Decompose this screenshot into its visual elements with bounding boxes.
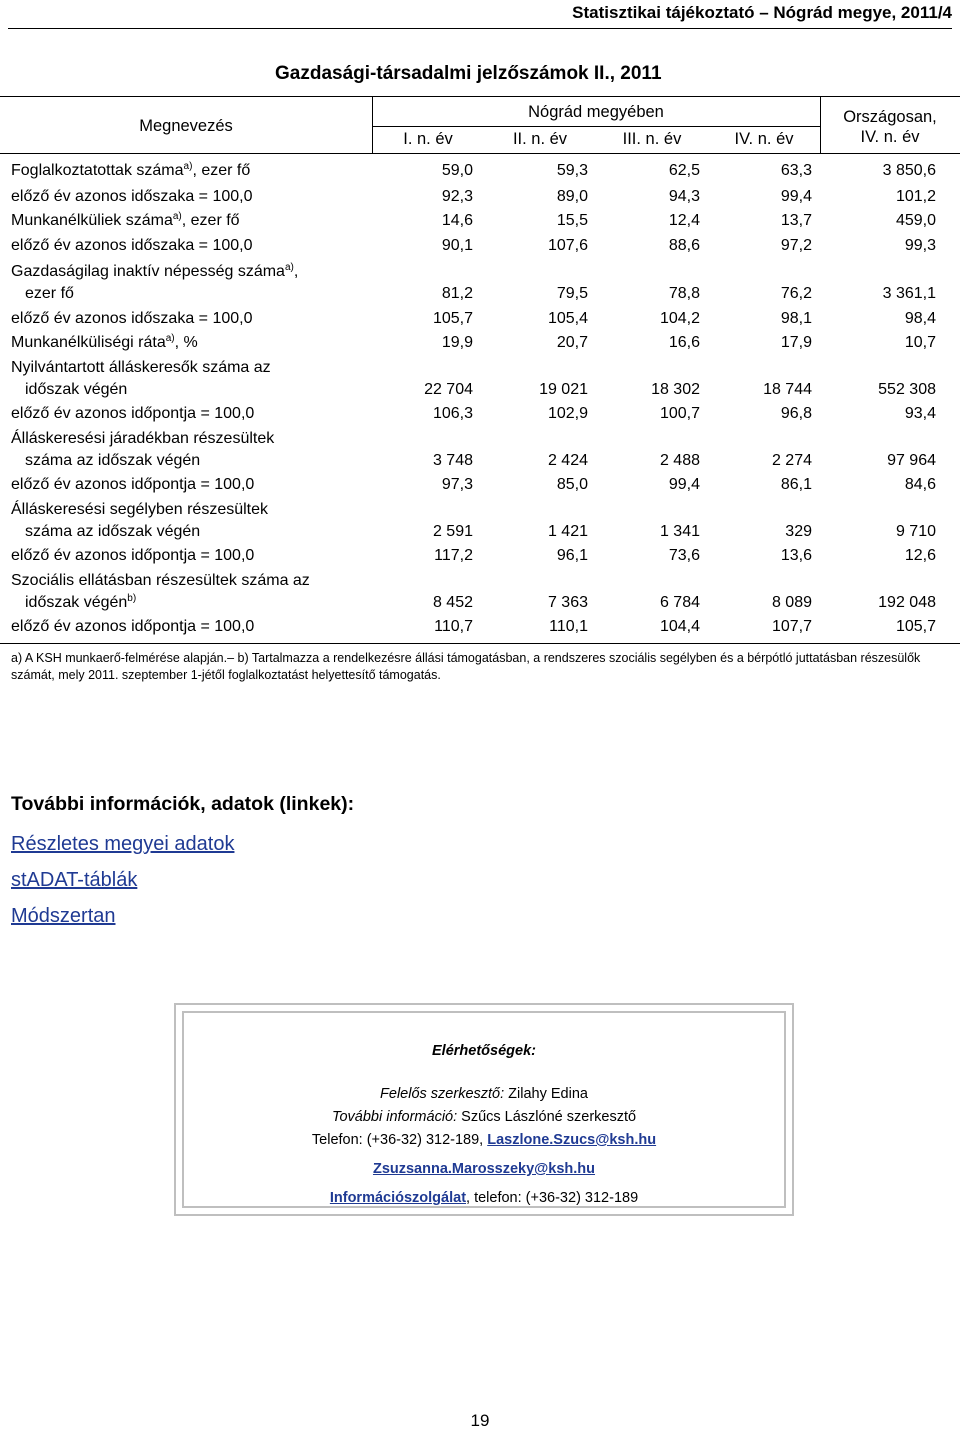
row-label: előző év azonos időszaka = 100,0: [11, 310, 253, 327]
cell-country: 10,7: [904, 334, 936, 351]
cell-country: 3 361,1: [882, 285, 936, 302]
row-label: Szociális ellátásban részesültek száma az időszak végén$^{b)}$: [11, 572, 310, 611]
row-label: Munkanélküliek száma$^{a)}$, ezer fő: [11, 211, 240, 229]
cell-q3: 2 488: [659, 452, 700, 469]
table-bottom-rule: [0, 643, 960, 644]
email-line: [184, 1158, 784, 1181]
cell-q2: 2 424: [547, 452, 588, 469]
cell-country: 9 710: [895, 523, 936, 540]
cell-country: 105,7: [895, 618, 936, 635]
cell-q2: 96,1: [556, 547, 588, 564]
link-methodology[interactable]: Módszertan: [11, 905, 116, 927]
cell-q1: 14,6: [441, 212, 473, 229]
cell-country: 93,4: [904, 405, 936, 422]
info-name: Szűcs Lászlóné szerkesztő: [457, 1109, 637, 1125]
service-line: [184, 1187, 784, 1210]
cell-q4: 86,1: [780, 476, 812, 493]
cell-q1: 97,3: [441, 476, 473, 493]
running-header: Statisztikai tájékoztató – Nógrád megye, 2011/4: [572, 3, 952, 22]
header-q3: III. n. év: [622, 130, 682, 148]
cell-q2: 89,0: [556, 188, 588, 205]
header-megnevezes: Megnevezés: [139, 117, 233, 135]
cell-q2: 7 363: [547, 594, 588, 611]
cell-q1: 105,7: [432, 310, 473, 327]
editor-name: Zilahy Edina: [504, 1086, 588, 1102]
cell-q4: 13,7: [780, 212, 812, 229]
table-title: Gazdasági-társadalmi jelzőszámok II., 2011: [275, 63, 662, 84]
header-orszagosan-line2: IV. n. év: [860, 128, 920, 146]
indicator-table: [0, 0, 960, 660]
header-q4: IV. n. év: [734, 130, 794, 148]
cell-q3: 73,6: [668, 547, 700, 564]
cell-q1: 90,1: [441, 237, 473, 254]
row-label: előző év azonos időszaka = 100,0: [11, 237, 253, 254]
cell-q4: 97,2: [780, 237, 812, 254]
header-nograd: Nógrád megyében: [528, 103, 664, 121]
cell-q1: 22 704: [424, 381, 473, 398]
contact-title: Elérhetőségek:: [432, 1043, 536, 1059]
cell-q4: 107,7: [771, 618, 812, 635]
row-label: Gazdaságilag inaktív népesség száma$^{a)}$, ezer fő: [11, 262, 299, 302]
row-label: előző év azonos időpontja = 100,0: [11, 476, 255, 493]
cell-q2: 20,7: [556, 334, 588, 351]
cell-q1: 8 452: [432, 594, 473, 611]
cell-q3: 100,7: [659, 405, 700, 422]
info-line: [184, 1106, 784, 1129]
table-header-rule: [0, 153, 960, 154]
link-detailed-county-data[interactable]: Részletes megyei adatok: [11, 833, 235, 855]
cell-q3: 94,3: [668, 188, 700, 205]
cell-q3: 12,4: [668, 212, 700, 229]
header-orszagosan-line1: Országosan,: [843, 108, 937, 126]
cell-q1: 117,2: [434, 547, 473, 564]
cell-q2: 85,0: [556, 476, 588, 493]
cell-country: 99,3: [904, 237, 936, 254]
phone-text: Telefon: (+36-32) 312-189,: [311, 1132, 488, 1148]
cell-q1: 92,3: [441, 188, 473, 205]
cell-q4: 13,6: [780, 547, 812, 564]
row-label: előző év azonos időszaka = 100,0: [11, 188, 253, 205]
email-link-szucs[interactable]: Laszlone.Szucs@ksh.hu: [487, 1132, 657, 1148]
cell-q1: 2 591: [432, 523, 473, 540]
cell-country: 459,0: [895, 212, 936, 229]
email-link-marosszeky[interactable]: Zsuzsanna.Marosszeky@ksh.hu: [372, 1161, 596, 1177]
cell-q2: 79,5: [556, 285, 588, 302]
header-orszagosan: [820, 107, 960, 147]
row-label: Álláskeresési segélyben részesültek száma az időszak végén: [11, 501, 269, 540]
cell-q3: 18 302: [651, 381, 700, 398]
cell-q4: 98,1: [780, 310, 812, 327]
header-q2: II. n. év: [512, 130, 568, 148]
cell-q4: 63,3: [780, 162, 812, 179]
contact-box-inner: [182, 1011, 786, 1208]
cell-q3: 78,8: [668, 285, 700, 302]
cell-q3: 104,4: [659, 618, 700, 635]
cell-q4: 17,9: [780, 334, 812, 351]
row-label: előző év azonos időpontja = 100,0: [11, 405, 255, 422]
more-info-title: További információk, adatok (linkek):: [11, 793, 355, 815]
table-top-rule: [0, 96, 960, 97]
cell-q3: 88,6: [668, 237, 700, 254]
cell-country: 12,6: [904, 547, 936, 564]
cell-country: 101,2: [895, 188, 936, 205]
info-label: További információ:: [331, 1109, 458, 1125]
row-label: Munkanélküliségi ráta$^{a)}$, %: [11, 333, 198, 351]
cell-q3: 1 341: [659, 523, 700, 540]
link-stadat-tables[interactable]: stADAT-táblák: [11, 869, 138, 891]
cell-q3: 6 784: [659, 594, 700, 611]
group-header-rule: [372, 126, 820, 127]
cell-q1: 3 748: [432, 452, 473, 469]
cell-q4: 8 089: [771, 594, 812, 611]
cell-q2: 107,6: [547, 237, 588, 254]
header-q1: I. n. év: [403, 130, 453, 148]
cell-q1: 110,7: [434, 618, 473, 635]
row-label: előző év azonos időpontja = 100,0: [11, 618, 255, 635]
cell-q2: 15,5: [556, 212, 588, 229]
cell-q2: 110,1: [549, 618, 588, 635]
cell-q2: 1 421: [547, 523, 588, 540]
more-info-section: [11, 793, 354, 934]
cell-q2: 59,3: [556, 162, 588, 179]
cell-q2: 105,4: [547, 310, 588, 327]
service-phone: , telefon: (+36-32) 312-189: [466, 1190, 639, 1206]
editor-line: [184, 1083, 784, 1106]
cell-country: 84,6: [904, 476, 936, 493]
cell-q3: 99,4: [668, 476, 700, 493]
cell-q1: 81,2: [441, 285, 473, 302]
cell-country: 192 048: [878, 594, 936, 611]
cell-q4: 96,8: [780, 405, 812, 422]
cell-q3: 16,6: [668, 334, 700, 351]
cell-q3: 104,2: [659, 310, 700, 327]
cell-country: 98,4: [904, 310, 936, 327]
row-label: Álláskeresési járadékban részesültek száma az időszak végén: [11, 430, 275, 469]
table-footnote: a) A KSH munkaerő-felmérése alapján.– b) Tartalmazza a rendelkezésre állási támogatásban, a rendszeres szociális segélyben és a bérpótló juttatásban részesülők számát, mely 2011. szeptember 1-jétől foglalkoztatást helyettesítő támogatás.: [11, 651, 921, 682]
cell-q3: 62,5: [668, 162, 700, 179]
row-label: Nyilvántartott álláskeresők száma az időszak végén: [11, 359, 271, 398]
cell-q1: 106,3: [432, 405, 473, 422]
cell-country: 552 308: [878, 381, 936, 398]
information-service-link[interactable]: Információszolgálat: [329, 1190, 467, 1206]
cell-q2: 102,9: [547, 405, 588, 422]
page-number: 19: [470, 1411, 490, 1429]
cell-q4: 99,4: [780, 188, 812, 205]
phone-line: [184, 1129, 784, 1152]
row-label: előző év azonos időpontja = 100,0: [11, 547, 255, 564]
cell-country: 97 964: [887, 452, 936, 469]
cell-country: 3 850,6: [882, 162, 936, 179]
cell-q4: 18 744: [763, 381, 812, 398]
cell-q4: 76,2: [780, 285, 812, 302]
editor-label: Felelős szerkesztő:: [380, 1086, 505, 1102]
cell-q2: 19 021: [539, 381, 588, 398]
cell-q4: 2 274: [771, 452, 812, 469]
cell-q1: 19,9: [441, 334, 473, 351]
contact-box: [174, 1003, 794, 1216]
row-label: Foglalkoztatottak száma$^{a)}$, ezer fő: [11, 161, 251, 179]
cell-q1: 59,0: [441, 162, 473, 179]
cell-q4: 329: [785, 523, 812, 540]
